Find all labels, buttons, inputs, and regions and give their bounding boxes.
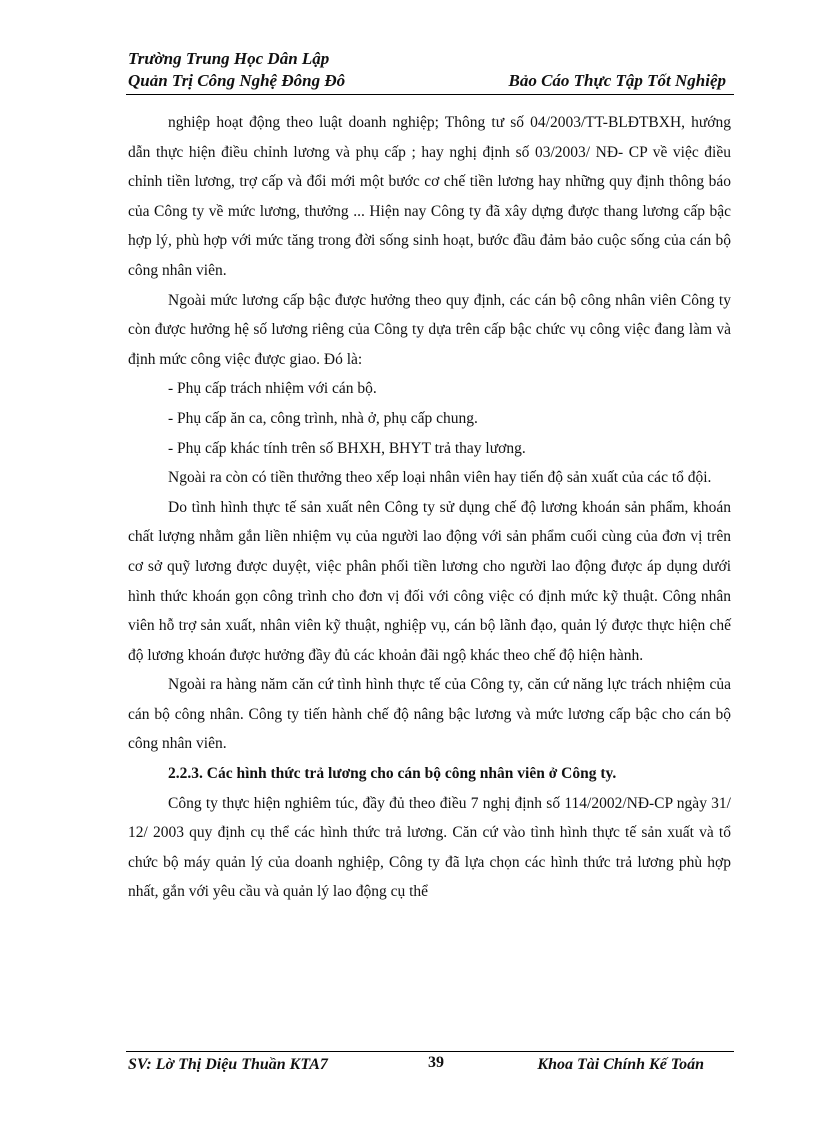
list-item: - Phụ cấp khác tính trên số BHXH, BHYT trả thay lương. xyxy=(168,439,526,457)
page-number: 39 xyxy=(428,1054,444,1071)
page-footer xyxy=(128,1054,734,1076)
footer-student: SV: Lờ Thị Diệu Thuần KTA7 xyxy=(128,1056,328,1073)
paragraph-4: Do tình hình thực tế sản xuất nên Công ty sử dụng chế độ lương khoán sản phẩm, khoán chất lượng nhằm gắn liền nhiệm vụ của người lao động với sản phẩm cuối cùng của đơn vị trên cơ sở quỹ lương được duyệt, việc phân phối tiền lương cho người lao động được áp dụng dưới hình thức khoán gọn công trình cho đơn vị đối với công việc có định mức kỹ thuật. Công nhân viên hỗ trợ sản xuất, nhân viên kỹ thuật, nghiệp vụ, cán bộ lãnh đạo, quản lý được thực hiện chế độ lương khoán được hưởng đầy đủ các khoản đãi ngộ khác theo chế độ hiện hành. xyxy=(128,498,731,664)
section-heading: 2.2.3. Các hình thức trả lương cho cán bộ công nhân viên ở Công ty. xyxy=(168,765,617,783)
paragraph-2: Ngoài mức lương cấp bậc được hưởng theo quy định, các cán bộ công nhân viên Công ty còn được hưởng hệ số lương riêng của Công ty dựa trên cấp bậc chức vụ công việc đang làm và định mức công việc được giao. Đó là: xyxy=(128,291,731,368)
header-report-title: Bảo Cáo Thực Tập Tốt Nghiệp xyxy=(508,71,726,90)
list-item: - Phụ cấp ăn ca, công trình, nhà ở, phụ cấp chung. xyxy=(168,409,478,427)
paragraph-1: nghiệp hoạt động theo luật doanh nghiệp; Thông tư số 04/2003/TT-BLĐTBXH, hướng dẫn thực hiện điều chỉnh lương và phụ cấp ; hay nghị định số 03/2003/ NĐ- CP về việc điều chỉnh tiền lương, trợ cấp và đổi mới một bước cơ chế tiền lương hay những quy định thông báo của Công ty về mức lương, thưởng ... Hiện nay Công ty đã xây dựng được thang lương cấp bậc hợp lý, phù hợp với mức tăng trong đời sống sinh hoạt, bước đầu đảm bảo cuộc sống của cán bộ công nhân viên. xyxy=(128,114,731,279)
page-header xyxy=(128,48,734,92)
header-divider xyxy=(126,94,734,95)
list-item: - Phụ cấp trách nhiệm với cán bộ. xyxy=(168,380,377,398)
header-row xyxy=(128,70,734,92)
paragraph-5: Ngoài ra hàng năm căn cứ tình hình thực tế của Công ty, căn cứ năng lực trách nhiệm của cán bộ công nhân. Công ty tiến hành chế độ nâng bậc lương và mức lương cấp bậc cho cán bộ công nhân viên. xyxy=(128,676,731,753)
footer-faculty: Khoa Tài Chính Kế Toán xyxy=(537,1056,704,1073)
header-school: Trường Trung Học Dân Lập xyxy=(128,49,330,68)
paragraph-3: Ngoài ra còn có tiền thưởng theo xếp loại nhân viên hay tiến độ sản xuất của các tổ đội. xyxy=(168,469,712,487)
paragraph-6: Công ty thực hiện nghiêm túc, đầy đủ theo điều 7 nghị định số 114/2002/NĐ-CP ngày 31/ 12/ 2003 quy định cụ thể các hình thức trả lương. Căn cứ vào tình hình thực tế sản xuất và tổ chức bộ máy quản lý của doanh nghiệp, Công ty đã lựa chọn các hình thức trả lương phù hợp nhất, gắn với yêu cầu và quản lý lao động cụ thể xyxy=(128,794,731,901)
header-subtitle: Quản Trị Công Nghệ Đông Đô xyxy=(128,71,346,90)
document-body xyxy=(128,108,731,907)
